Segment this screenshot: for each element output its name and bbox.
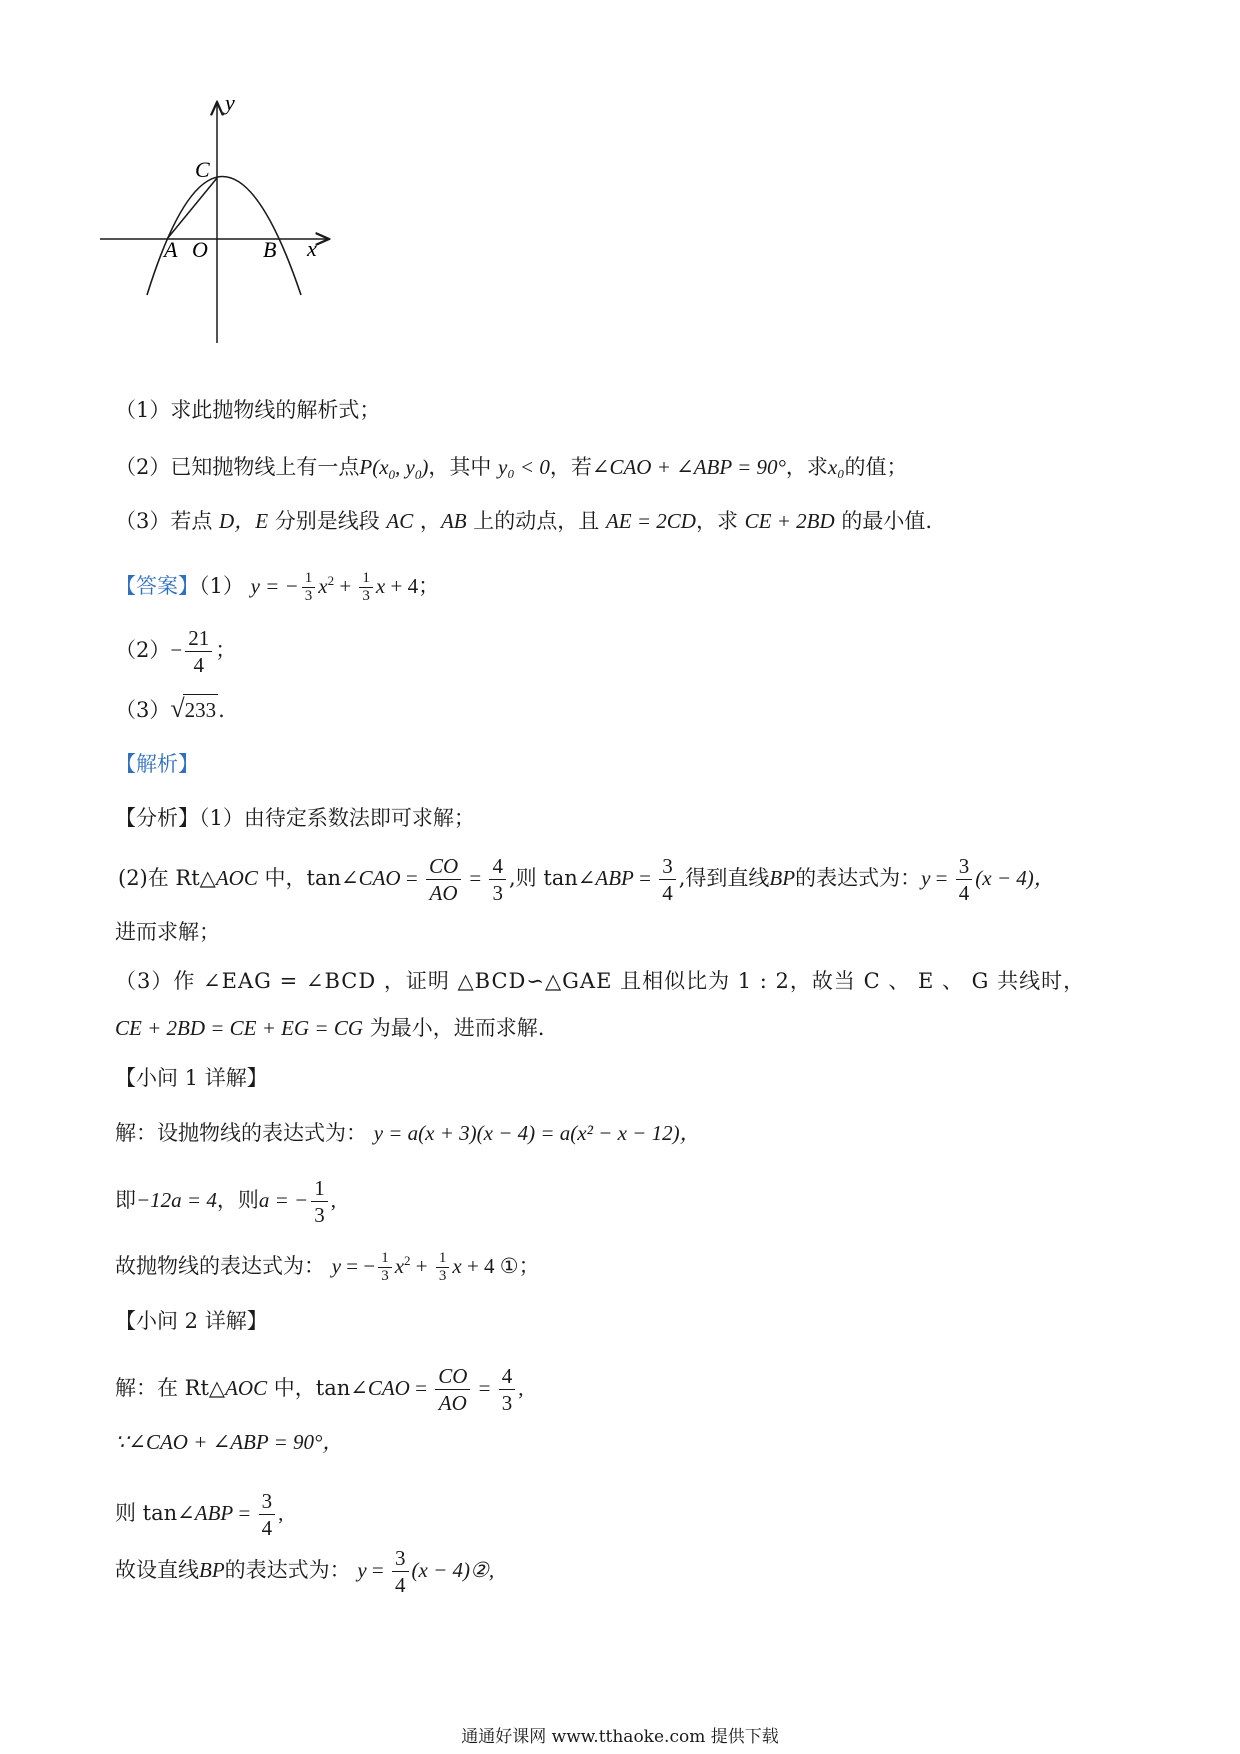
segment-AC: [167, 178, 217, 239]
fenxi-label: 【分析】: [115, 806, 199, 830]
fenxi-2h: BP: [769, 866, 796, 890]
sub2-line-3: 则 tan∠ABP = $\frac{3}{4}$ ,: [115, 1489, 284, 1540]
fenxi-2g: ,得到直线: [678, 866, 770, 890]
sub2-text-1: 解：在 Rt△: [115, 1376, 226, 1400]
sub1-text-2b: ，则: [216, 1188, 259, 1212]
fraction-CO-AO: $\frac{CO}{AO}$: [426, 853, 461, 906]
fraction-1-3: $\frac{1}{3}$: [302, 570, 316, 605]
answer-3-suffix: .: [218, 698, 225, 722]
label-O: O: [192, 237, 208, 262]
answer-1: 【答案】（1） y = − $\frac{1}{3}$ $x^2$ + $\frac{1}{3}$ x + 4；: [115, 570, 440, 604]
sub2-CAO: CAO: [367, 1376, 410, 1400]
point-P-coords: ($x_0$, $y_0$): [372, 455, 429, 483]
q3-target: CE + 2BD: [744, 509, 835, 533]
q2-condition: y₀ < 0: [498, 455, 550, 479]
sub1-mark: ①；: [499, 1254, 540, 1278]
fraction-4-3b: $\frac{4}{3}$: [499, 1363, 516, 1416]
sub1-a: a = −: [258, 1188, 309, 1212]
sub2-line-1: 解：在 Rt△AOC 中，tan∠CAO = $\frac{CO}{AO}$ = $\frac{4}{3}$ ,: [115, 1364, 524, 1415]
page-footer: 通通好课网 www.tthaoke.com 提供下载: [461, 1727, 779, 1747]
fraction-CO-AO-b: $\frac{CO}{AO}$: [435, 1363, 470, 1416]
q2-text-4: ，求: [785, 455, 828, 479]
label-C: C: [195, 157, 210, 182]
point-P: P: [359, 455, 373, 479]
fenxi-2: (2)在 Rt△AOC 中，tan∠CAO = $\frac{CO}{AO}$ = $\frac{4}{3}$ ,则 tan∠ABP = $\frac{3}{4}$ ,得到直线BP的表达式为：y = $\frac{3}{4}$ (x − 4)，: [118, 854, 1055, 905]
numerator: 21: [185, 625, 212, 652]
q3-points: D，E: [219, 509, 269, 533]
q3-AB: AB: [440, 509, 467, 533]
answer-2: （2）− $\frac{21}{4}$ ；: [115, 626, 237, 677]
answer-3: [115, 694, 225, 725]
sub2-ABP: ABP: [194, 1501, 234, 1525]
answer-label: 【答案】: [115, 574, 199, 598]
fenxi-2i: 的表达式为：: [795, 866, 922, 890]
q2-text-5: 的值；: [844, 455, 908, 479]
fenxi-2d: CAO: [358, 866, 401, 890]
sub2-AOC: AOC: [225, 1376, 268, 1400]
fenxi-2e: ,则 tan∠: [508, 866, 596, 890]
fenxi-line-1: （1）由待定系数法即可求解；: [199, 806, 475, 830]
q2-text-3: ，若∠: [549, 455, 610, 479]
sub2-math-4: (x − 4)②,: [411, 1558, 495, 1582]
answer-2-suffix: ；: [215, 638, 237, 662]
fraction-21-4: [185, 625, 212, 678]
q2-angle: CAO + ∠ABP = 90°: [609, 455, 786, 479]
sub2-BP: BP: [199, 1558, 225, 1582]
sub1-text-2: 即: [115, 1188, 136, 1212]
answer-3-radicand: 233: [183, 694, 219, 725]
label-B: B: [263, 237, 277, 262]
sub1-text-1: 解：设抛物线的表达式为：: [115, 1121, 367, 1145]
fenxi-2f: ABP: [595, 866, 634, 890]
sub2-text-4: 故设直线: [115, 1558, 199, 1582]
q3-text-3: ，: [413, 509, 441, 533]
q2-x0: x₀: [827, 455, 845, 479]
q3-text-5: ，求: [695, 509, 745, 533]
fenxi-2b: AOC: [215, 866, 258, 890]
fraction-3-4d: $\frac{3}{4}$: [392, 1545, 409, 1598]
fenxi-2a: (2)在 Rt△: [118, 866, 216, 890]
fraction-3-4c: $\frac{3}{4}$: [259, 1488, 276, 1541]
q3-text-2: 分别是线段: [268, 509, 387, 533]
sub1-math-2: −12a = 4: [136, 1188, 217, 1212]
sub1-line-3: 故抛物线的表达式为： y = − $\frac{1}{3}$ $x^2$ + $\frac{1}{3}$ x + 4 ①；: [115, 1250, 540, 1284]
question-1: （1）求此抛物线的解析式；: [115, 398, 381, 422]
sub1-text-3: 故抛物线的表达式为：: [115, 1254, 325, 1278]
question-3: [115, 506, 932, 536]
fraction-1-3c: $\frac{1}{3}$: [311, 1175, 328, 1228]
parabola-figure: [95, 95, 355, 355]
q2-text-2: ，其中: [428, 455, 492, 479]
fenxi-1: [115, 803, 475, 833]
q3-condition: AE = 2CD: [605, 509, 696, 533]
fraction-4-3: $\frac{4}{3}$: [489, 853, 506, 906]
question-2: [115, 452, 908, 490]
q3-text: （3）若点: [115, 509, 220, 533]
sub2-text-3: 则 tan∠: [115, 1501, 195, 1525]
analysis-label: 【解析】: [115, 752, 199, 776]
fraction-1-3b: $\frac{1}{3}$: [359, 570, 373, 605]
sub2-label: 【小问 2 详解】: [115, 1309, 268, 1333]
q3-text-6: 的最小值.: [834, 509, 932, 533]
sub1-math-1: y = a(x + 3)(x − 4) = a(x² − x − 12)，: [373, 1121, 701, 1145]
q2-text: （2）已知抛物线上有一点: [115, 455, 360, 479]
sub1-line-2: 即−12a = 4，则a = − $\frac{1}{3}$ ,: [115, 1176, 336, 1227]
fraction-3-4b: $\frac{3}{4}$: [956, 853, 973, 906]
fenxi-2j: (x − 4)，: [975, 866, 1055, 890]
sub1-label: 【小问 1 详解】: [115, 1066, 268, 1090]
fenxi-5: [115, 1013, 544, 1043]
fenxi-2c: 中，tan∠: [257, 866, 359, 890]
sub2-math-2: ∵∠CAO + ∠ABP = 90°，: [115, 1430, 344, 1454]
answer-3-prefix: （3）: [115, 698, 171, 722]
fraction-1-3e: $\frac{1}{3}$: [436, 1250, 450, 1285]
sub2-line-2: [115, 1427, 343, 1457]
answer-2-prefix: （2）: [115, 638, 171, 662]
answer-1-prefix: （1）: [199, 574, 244, 598]
denominator: 4: [193, 653, 204, 677]
label-x: x: [307, 236, 317, 261]
answer-1-expr: y = −: [250, 574, 299, 598]
fraction-1-3d: $\frac{1}{3}$: [378, 1250, 392, 1285]
fenxi-3: 进而求解；: [115, 920, 220, 944]
q3-text-4: 上的动点，且: [466, 509, 606, 533]
sqrt-icon: √: [170, 694, 185, 723]
sub2-text-4b: 的表达式为：: [224, 1558, 351, 1582]
q3-AC: AC: [386, 509, 414, 533]
sub2-text-1b: 中，tan∠: [267, 1376, 368, 1400]
fenxi-5-math: CE + 2BD = CE + EG = CG: [115, 1016, 364, 1040]
label-y: y: [225, 95, 235, 115]
sub1-line-1: [115, 1118, 701, 1148]
sub2-line-4: 故设直线BP的表达式为： y = $\frac{3}{4}$ (x − 4)②,: [115, 1546, 495, 1597]
answer-1-suffix: ；: [418, 574, 440, 598]
fenxi-5-text: 为最小，进而求解.: [363, 1016, 545, 1040]
fraction-3-4: $\frac{3}{4}$: [659, 853, 676, 906]
fenxi-4: （3）作 ∠EAG = ∠BCD ，证明 △BCD∽△GAE 且相似比为 1 : 2，故当 C 、 E 、 G 共线时，: [115, 969, 1086, 993]
label-A: A: [164, 237, 178, 262]
